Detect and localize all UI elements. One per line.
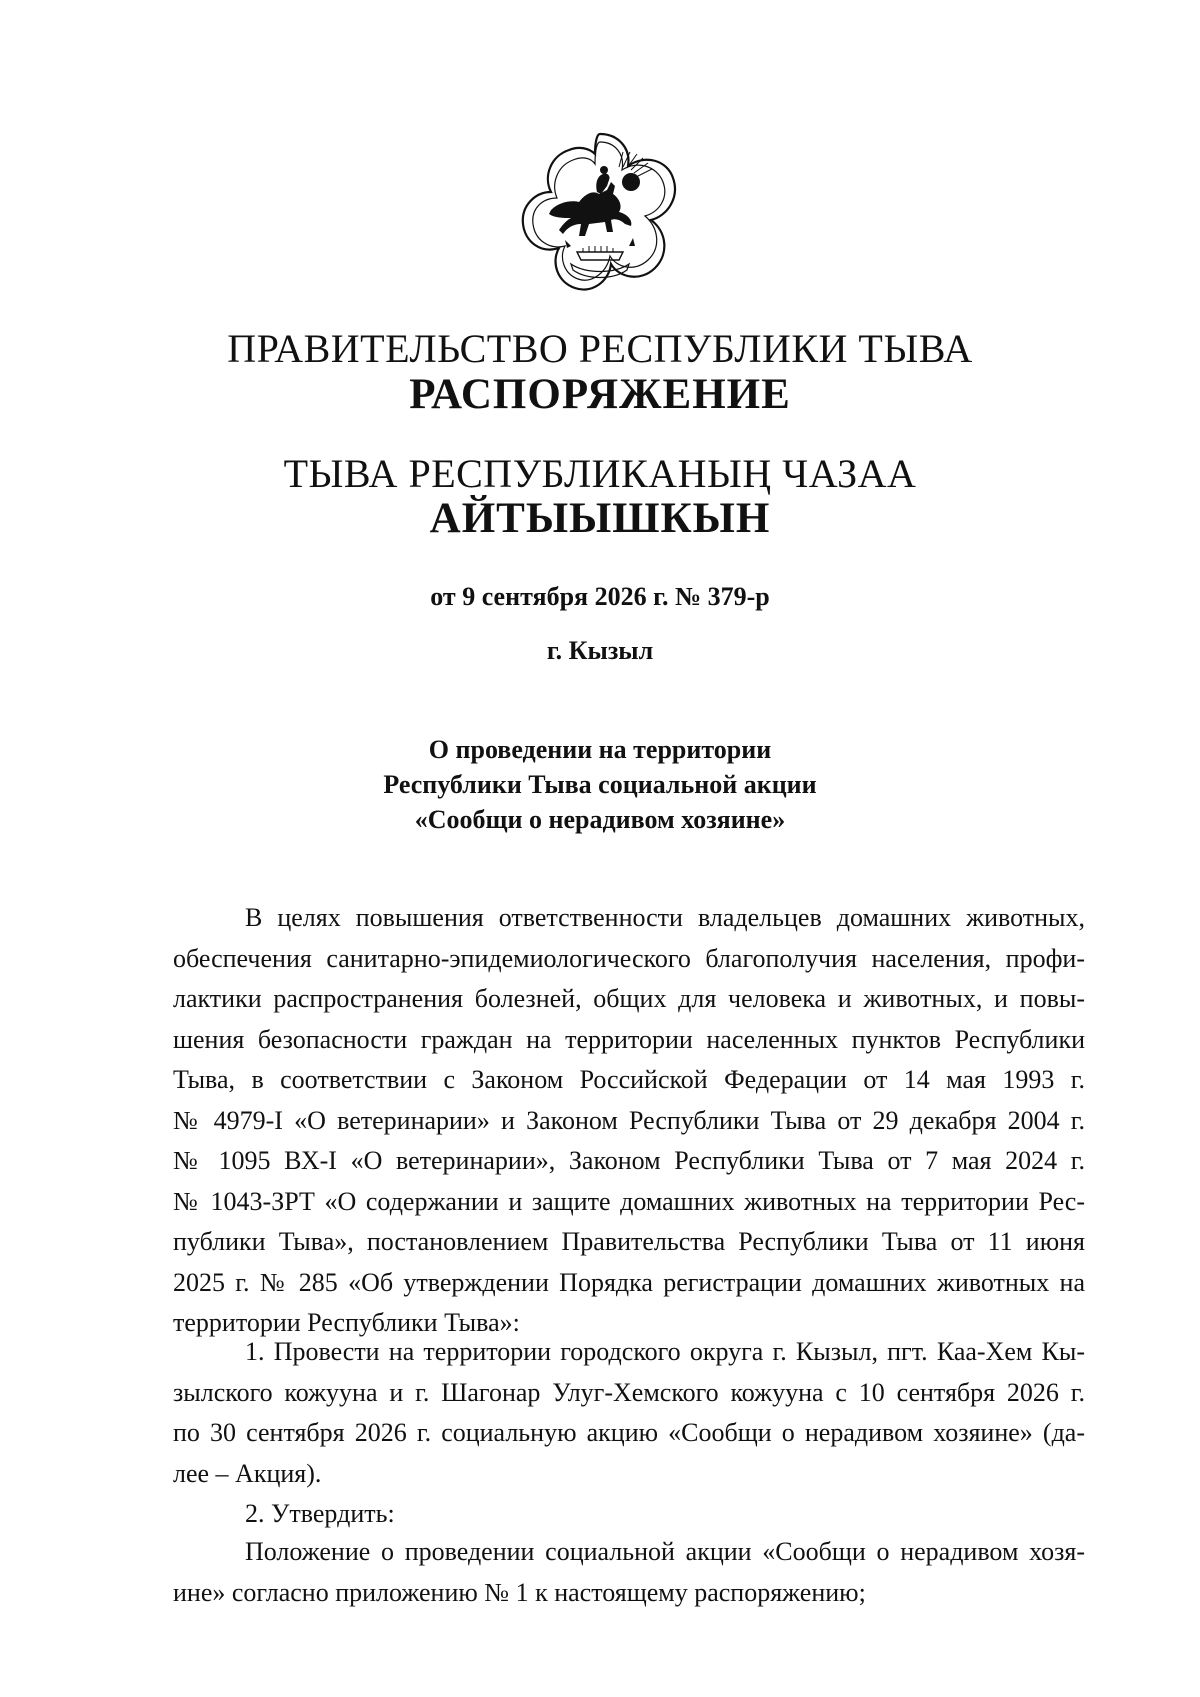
coat-of-arms-emblem (515, 128, 685, 298)
paragraph-line: зылского кожууна и г. Шагонар Улуг-Хемского кожууна с 10 сентября 2026 г. (173, 1377, 1085, 1407)
paragraph-line: 1. Провести на территории городского округа г. Кызыл, пгт. Каа-Хем Кы- (245, 1337, 1085, 1366)
paragraph-line: лее – Акция). (173, 1458, 322, 1488)
document-city: г. Кызыл (546, 636, 654, 665)
document-type-ru: РАСПОРЯЖЕНИЕ (409, 371, 791, 418)
paragraph-line: по 30 сентября 2026 г. социальную акцию «Сообщи о нерадивом хозяине» (да- (173, 1418, 1085, 1447)
document-date-number: от 9 сентября 2026 г. № 379-р (430, 582, 770, 611)
item-2-label: 2. Утвердить: (245, 1499, 395, 1528)
paragraph-line: обеспечения санитарно-эпидемиологического благополучия населения, профи- (173, 943, 1085, 973)
paragraph-line: территории Республики Тыва»: (173, 1308, 520, 1337)
item-1-paragraph (173, 1332, 1085, 1535)
government-title-tyv: ТЫВА РЕСПУБЛИКАНЫҢ ЧАЗАА (283, 451, 917, 496)
preamble-paragraph (173, 898, 1085, 1344)
document-type-tyv: АЙТЫЫШКЫН (429, 495, 771, 542)
paragraph-line: № 1095 ВХ-I «О ветеринарии», Законом Республики Тыва от 7 мая 2024 г. (173, 1146, 1085, 1175)
paragraph-line: № 4979-I «О ветеринарии» и Законом Республики Тыва от 29 декабря 2004 г. (173, 1105, 1085, 1135)
document-subject (0, 732, 1200, 837)
paragraph-line: Положение о проведении социальной акции «Сообщи о нерадивом хозя- (245, 1537, 1085, 1566)
subject-line: Республики Тыва социальной акции (383, 770, 817, 799)
subject-line: О проведении на территории (428, 735, 772, 764)
paragraph-line: Тыва, в соответствии с Законом Российской Федерации от 14 мая 1993 г. (173, 1065, 1085, 1094)
paragraph-line: № 1043-ЗРТ «О содержании и защите домашних животных на территории Рес- (173, 1186, 1085, 1216)
paragraph-line: 2025 г. № 285 «Об утверждении Порядка регистрации домашних животных на (173, 1267, 1085, 1297)
paragraph-line: В целях повышения ответственности владельцев домашних животных, (245, 903, 1085, 932)
subject-line: «Сообщи о нерадивом хозяине» (414, 805, 786, 834)
paragraph-line: лактики распространения болезней, общих для человека и животных, и повы- (173, 984, 1085, 1013)
paragraph-line: публики Тыва», постановлением Правительства Республики Тыва от 11 июня (173, 1227, 1085, 1256)
paragraph-line: ине» согласно приложению № 1 к настоящему распоряжению; (173, 1577, 866, 1607)
government-title-ru: ПРАВИТЕЛЬСТВО РЕСПУБЛИКИ ТЫВА (227, 326, 973, 371)
item-2a-paragraph (173, 1532, 1085, 1613)
paragraph-line: шения безопасности граждан на территории населенных пунктов Республики (173, 1024, 1085, 1054)
